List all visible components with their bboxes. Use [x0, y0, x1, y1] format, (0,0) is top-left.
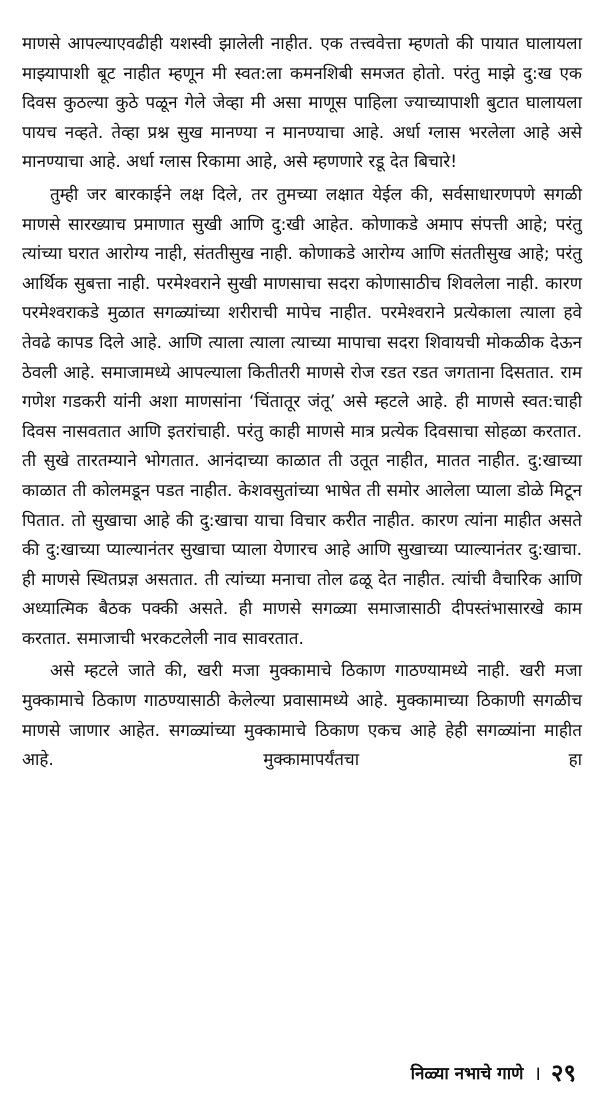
- paragraph-2: तुम्ही जर बारकाईने लक्ष दिले, तर तुमच्या लक्षात येईल की, सर्वसाधारणपणे सगळी माणसे सारख्याच प्रमाणात सुखी आणि दु:खी आहेत. कोणाकडे अमाप संपत्ती आहे; परंतु त्यांच्या घरात आरोग्य नाही, संततीसुख नाही. कोणाकडे आरोग्य आणि संततीसुख आहे; परंतु आर्थिक सुबत्ता नाही. परमेश्वराने सुखी माणसाचा सदरा कोणासाठीच शिवलेला नाही. कारण परमेश्वराकडे मुळात सगळ्यांच्या शरीराची मापेच नाहीत. परमेश्वराने प्रत्येकाला त्याला हवे तेवढे कापड दिले आहे. आणि त्याला त्याला त्याच्या मापाचा सदरा शिवायची मोकळीक देऊन ठेवली आहे. समाजामध्ये आपल्याला कितीतरी माणसे रोज रडत रडत जगताना दिसतात. राम गणेश गडकरी यांनी अशा माणसांना ‘चिंतातूर जंतू’ असे म्हटले आहे. ही माणसे स्वत:चाही दिवस नासवतात आणि इतरांचाही. परंतु काही माणसे मात्र प्रत्येक दिवसाचा सोहळा करतात. ती सुखे तारतम्याने भोगतात. आनंदाच्या काळात ती उतूत नाहीत, मातत नाहीत. दु:खाच्या काळात ती कोलमडून पडत नाहीत. केशवसुतांच्या भाषेत ती समोर आलेला प्याला डोळे मिटून पितात. तो सुखाचा आहे की दु:खाचा याचा विचार करीत नाहीत. कारण त्यांना माहीत असते की दु:खाच्या प्याल्यानंतर सुखाचा प्याला येणारच आहे आणि सुखाच्या प्याल्यानंतर दु:खाचा. ही माणसे स्थितप्रज्ञ असतात. ती त्यांच्या मनाचा तोल ढळू देत नाहीत. त्यांची वैचारिक आणि अध्यात्मिक बैठक पक्की असते. ही माणसे सगळ्या समाजासाठी दीपस्तंभासारखे काम करतात. समाजाची भरकटलेली नाव सावरतात.: [22, 184, 582, 649]
- footer-separator: ।: [533, 1060, 542, 1085]
- paragraph-3: असे म्हटले जाते की, खरी मजा मुक्कामाचे ठिकाण गाठण्यामध्ये नाही. खरी मजा मुक्कामाचे ठिकाण गाठण्यासाठी केलेल्या प्रवासामध्ये आहे. मुक्कामाच्या ठिकाणी सगळीच माणसे जाणार आहेत. सगळ्यांच्या मुक्कामाचे ठिकाण एकच आहे हेही सगळ्यांना माहीत आहे. मुक्कामापर्यंतचा हा: [22, 661, 582, 771]
- page-footer: [411, 1057, 576, 1087]
- page-number: २९: [551, 1058, 576, 1087]
- book-title: निळ्या नभाचे गाणे: [410, 1063, 524, 1084]
- page-body: [22, 30, 582, 779]
- paragraph-1: माणसे आपल्याएवढीही यशस्वी झालेली नाहीत. एक तत्त्ववेत्ता म्हणतो की पायात घालायला माझ्यापाशी बूट नाहीत म्हणून मी स्वत:ला कमनशिबी समजत होतो. परंतु माझे दु:ख एक दिवस कुठल्या कुठे पळून गेले जेव्हा मी असा माणूस पाहिला ज्याच्यापाशी बुटात घालायला पायच नव्हते. तेव्हा प्रश्न सुख मानण्या न मानण्याचा आहे. अर्धा ग्लास भरलेला आहे असे मानण्याचा आहे. अर्धा ग्लास रिकामा आहे, असे म्हणणारे रडू देत बिचारे!: [22, 34, 582, 173]
